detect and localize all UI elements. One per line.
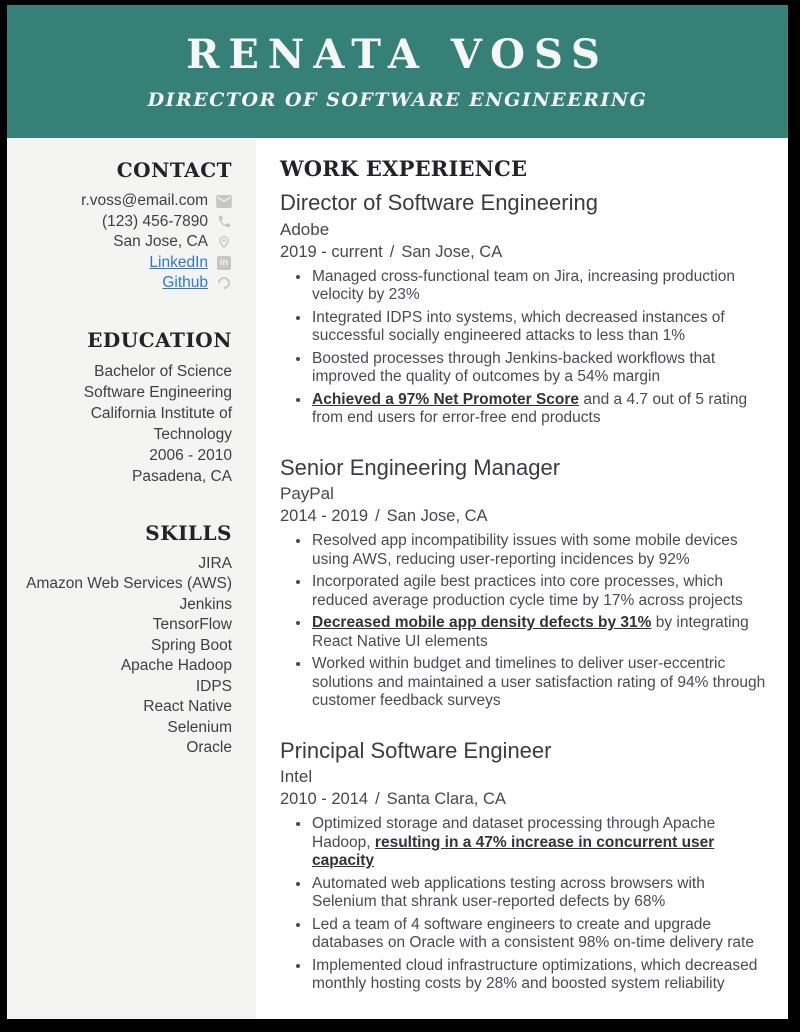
job-bullet-list [280, 815, 770, 994]
job-dateline [280, 243, 770, 262]
bullet-emphasis-text: Achieved a 97% Net Promoter Score [312, 390, 580, 408]
contact-row [21, 253, 232, 274]
contact-row [21, 273, 232, 294]
main-column [256, 138, 788, 1019]
email-icon [216, 193, 232, 209]
skill-item: React Native [143, 698, 232, 715]
job-bullet [311, 350, 770, 387]
bullet-text: Automated web applications testing across browsers with Selenium that shrank user-reported defects by 68% [312, 874, 705, 910]
dateline-separator: / [375, 507, 380, 525]
job-bullet [311, 268, 770, 305]
job-bullet-list [280, 268, 770, 428]
skill-item: Selenium [167, 718, 232, 736]
contact-text: (123) 456-7890 [102, 212, 208, 230]
job-company: Adobe [280, 219, 330, 239]
job-period: 2014 - 2019 [280, 507, 369, 525]
skill-item: Oracle [186, 739, 232, 756]
job-bullet [311, 655, 770, 711]
skill-item: IDPS [195, 677, 232, 695]
job-bullet [311, 815, 770, 871]
job-bullet [311, 309, 770, 346]
skill-item: Apache Hadoop [120, 657, 232, 674]
job-bullet [311, 875, 770, 912]
contact-heading: CONTACT [116, 158, 232, 182]
job-title: Principal Software Engineer [280, 737, 552, 763]
phone-icon [216, 214, 232, 230]
bullet-text: Incorporated agile best practices into core processes, which reduced average production cycle time by 17% across projects [312, 573, 743, 609]
education-section [21, 328, 232, 487]
job-period: 2010 - 2014 [280, 790, 369, 808]
job-title: Senior Engineering Manager [280, 454, 561, 480]
linkedin-link[interactable]: LinkedIn [149, 253, 208, 271]
contact-text: San Jose, CA [113, 233, 208, 250]
bullet-text: by integrating React Native UI elements [312, 614, 749, 650]
skills-list [21, 554, 232, 759]
contact-list [21, 191, 232, 294]
skills-heading: SKILLS [145, 520, 232, 545]
bullet-text: Managed cross-functional team on Jira, increasing production velocity by 23% [312, 267, 736, 303]
job-bullet [311, 916, 770, 953]
skill-item: TensorFlow [152, 616, 232, 633]
job-bullet [311, 957, 770, 994]
job-company: PayPal [280, 484, 334, 503]
job-title: Director of Software Engineering [280, 190, 598, 215]
job-entry [280, 737, 770, 994]
linkedin-icon: in [216, 255, 232, 271]
contact-row [21, 191, 232, 212]
job-location: Santa Clara, CA [386, 790, 506, 808]
bullet-text: and a 4.7 out of 5 rating from end users for error-free end products [312, 390, 748, 426]
job-location: San Jose, CA [386, 507, 488, 525]
bullet-text: Resolved app incompatibility issues with some mobile devices using AWS, reducing user-reporting incidences by 92% [312, 532, 738, 568]
contact-text: r.voss@email.com [81, 192, 208, 209]
job-period: 2019 - current [280, 242, 383, 261]
job-dateline [280, 507, 770, 526]
bullet-emphasis-text: Decreased mobile app density defects by 31% [312, 614, 652, 631]
person-title: DIRECTOR OF SOFTWARE ENGINEERING [147, 88, 648, 111]
job-bullet [311, 532, 770, 569]
dateline-separator: / [389, 242, 395, 261]
skills-section [21, 521, 232, 759]
dateline-separator: / [375, 790, 380, 808]
job-bullet-list [280, 532, 770, 711]
work-experience-heading: WORK EXPERIENCE [280, 156, 528, 181]
job-company: Intel [280, 767, 313, 786]
bullet-text: Led a team of 4 software engineers to create and upgrade databases on Oracle with a consistent 98% on-time delivery rate [312, 915, 754, 951]
github-icon [216, 275, 232, 291]
job-dateline [280, 790, 770, 809]
job-location: San Jose, CA [401, 242, 503, 261]
education-line: Pasadena, CA [132, 467, 232, 485]
jobs-container [280, 189, 770, 994]
education-line: 2006 - 2010 [149, 446, 232, 464]
job-entry [280, 189, 770, 428]
skill-item: Amazon Web Services (AWS) [26, 575, 232, 592]
bullet-text: Boosted processes through Jenkins-backed workflows that improved the quality of outcomes by a 54% margin [312, 349, 716, 385]
header-banner [7, 5, 788, 138]
github-link[interactable]: Github [162, 274, 208, 291]
skill-item: Spring Boot [151, 636, 232, 654]
education-line: Software Engineering [83, 383, 232, 401]
skill-item: JIRA [198, 554, 232, 572]
education-heading: EDUCATION [87, 327, 232, 352]
education-lines [21, 361, 232, 487]
contact-row [21, 212, 232, 233]
contact-row [21, 232, 232, 253]
job-bullet [311, 573, 770, 610]
body-columns [7, 138, 788, 1019]
education-line: California Institute of Technology [90, 404, 232, 443]
education-line: Bachelor of Science [94, 362, 232, 380]
resume-sheet [7, 5, 788, 1019]
bullet-text: Optimized storage and dataset processing through Apache Hadoop, [312, 815, 716, 851]
person-name: RENATA VOSS [186, 30, 609, 78]
job-bullet [311, 614, 770, 651]
bullet-text: Worked within budget and timelines to deliver user-eccentric solutions and maintained a user satisfaction rating of 94% through customer feedback surveys [312, 655, 766, 709]
bullet-text: Integrated IDPS into systems, which decreased instances of successful socially engineered attacks to less than 1% [312, 308, 725, 344]
skill-item: Jenkins [179, 595, 232, 613]
job-entry [280, 454, 770, 711]
location-icon [216, 234, 232, 250]
sidebar [7, 138, 256, 1019]
bullet-text: Implemented cloud infrastructure optimizations, which decreased monthly hosting costs by 28% and boosted system reliability [312, 956, 758, 992]
bullet-emphasis-text: resulting in a 47% increase in concurrent user capacity [312, 833, 715, 869]
job-bullet [311, 391, 770, 428]
